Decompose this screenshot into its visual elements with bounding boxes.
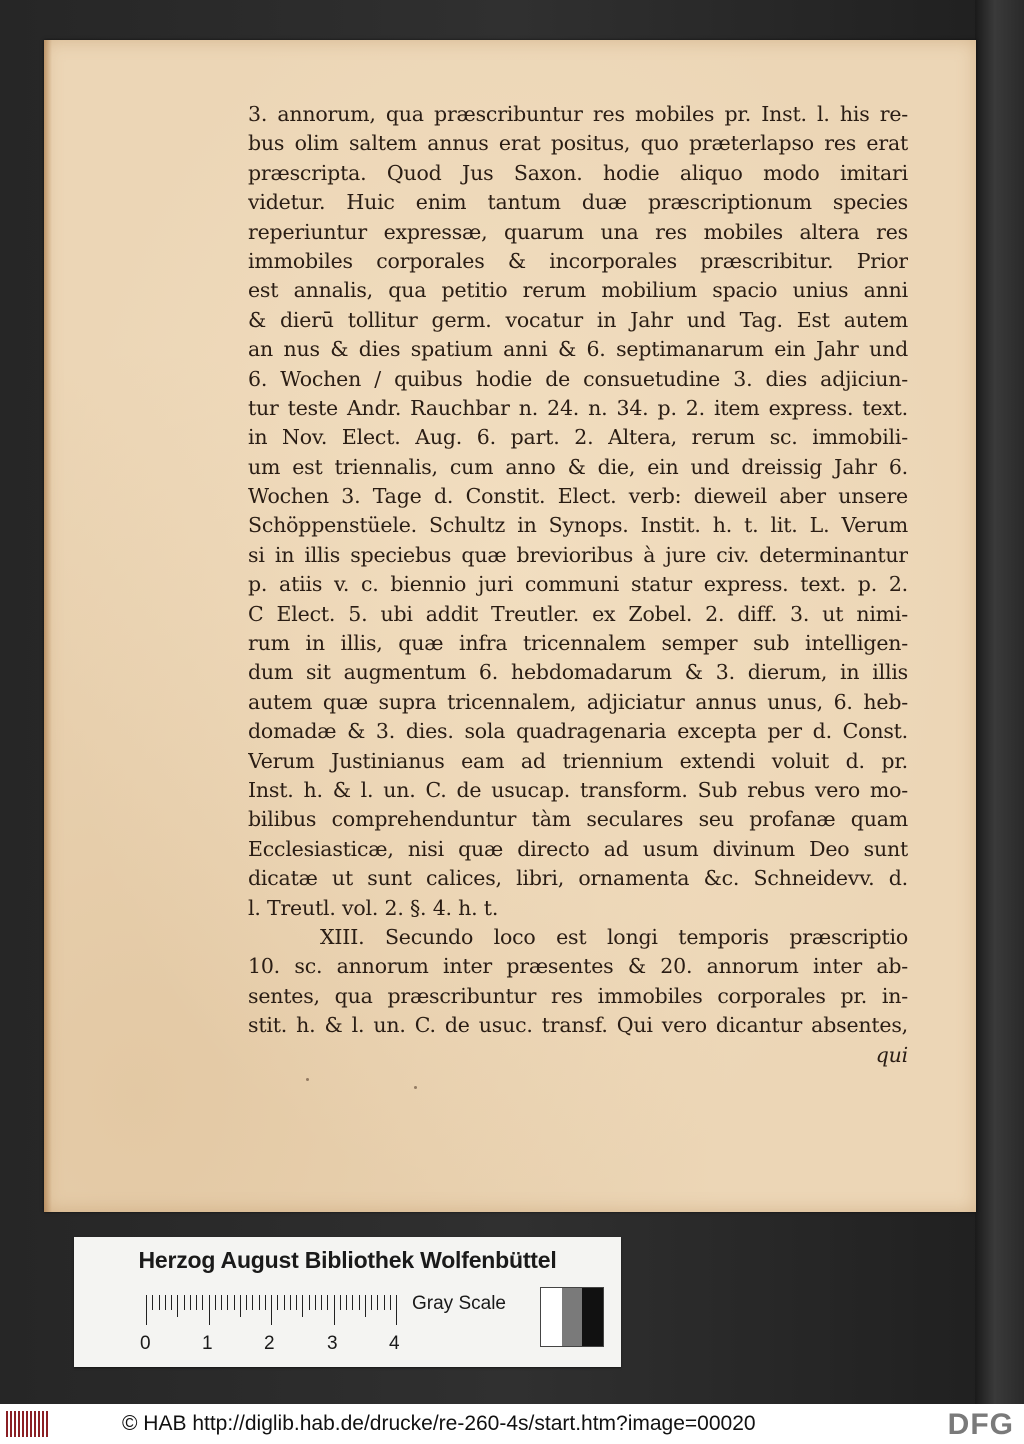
ruler-tick [159, 1295, 160, 1310]
ruler-tick [377, 1295, 378, 1310]
ruler-tick [309, 1295, 310, 1310]
ruler-tick [184, 1295, 185, 1310]
text-line: 10. sc. annorum inter præsentes & 20. annorum inter ab- [248, 954, 908, 979]
ruler-tick [359, 1295, 360, 1310]
text-line: domadæ & 3. dies. sola quadragenaria excepta per d. Const. [248, 719, 908, 744]
ruler-tick [221, 1295, 222, 1310]
swatch-black [582, 1288, 603, 1346]
text-line: l. Treutl. vol. 2. §. 4. h. t. [248, 895, 499, 920]
text-line: reperiuntur expressæ, quarum una res mobiles altera res [248, 219, 908, 244]
scale-ruler [140, 1295, 406, 1363]
ruler-tick [227, 1295, 228, 1310]
ruler-tick [327, 1295, 328, 1310]
ruler-tick [384, 1295, 385, 1310]
library-name: Herzog August Bibliothek Wolfenbüttel [138, 1247, 557, 1273]
ruler-tick [165, 1295, 166, 1310]
text-line: rum in illis, quæ infra tricennalem semper sub intelligen- [248, 631, 908, 656]
viewer-footer [0, 1404, 1024, 1444]
ruler-tick [302, 1295, 303, 1317]
ruler-tick [209, 1295, 210, 1325]
text-line: & dierū tollitur germ. vocatur in Jahr und Tag. Est autem [248, 307, 908, 332]
section-heading-line: XIII. Secundo loco est longi temporis præscriptio [320, 924, 908, 949]
text-line: immobiles corporales & incorporales præscribitur. Prior [248, 248, 908, 273]
text-line: um est triennalis, cum anno & die, ein und dreissig Jahr 6. [248, 454, 908, 479]
catchword: qui [875, 1042, 908, 1067]
text-line: bus olim saltem annus erat positus, quo præterlapso res erat [248, 131, 908, 156]
text-line: dum sit augmentum 6. hebdomadarum & 3. dierum, in illis [248, 660, 908, 685]
text-line: videtur. Huic enim tantum duæ præscriptionum species [248, 190, 908, 215]
ruler-tick [177, 1295, 178, 1317]
page-shadow [44, 40, 52, 1212]
ruler-tick [321, 1295, 322, 1310]
ruler-tick [252, 1295, 253, 1310]
ruler-tick [346, 1295, 347, 1310]
ruler-tick [265, 1295, 266, 1310]
text-line: 6. Wochen / quibus hodie de consuetudine 3. dies adjiciun- [248, 366, 908, 391]
page-text-block [248, 100, 908, 1070]
ruler-tick [396, 1295, 397, 1325]
ruler-tick [246, 1295, 247, 1310]
text-line: Inst. h. & l. un. C. de usucap. transform. Sub rebus vero mo- [248, 777, 908, 802]
ruler-tick [234, 1295, 235, 1310]
ruler-tick [259, 1295, 260, 1310]
ruler-tick [352, 1295, 353, 1310]
ruler-tick [146, 1295, 147, 1325]
hab-logo-icon [6, 1411, 48, 1437]
ruler-tick [390, 1295, 391, 1310]
ruler-tick [190, 1295, 191, 1310]
text-line: stit. h. & l. un. C. de usuc. transf. Qui vero dicantur absentes, [248, 1013, 908, 1038]
text-line: p. atiis v. c. biennio juri communi statur express. text. p. 2. [248, 572, 908, 597]
ruler-tick [240, 1295, 241, 1317]
ruler-tick [284, 1295, 285, 1310]
ruler-tick [271, 1295, 272, 1325]
text-line: præscripta. Quod Jus Saxon. hodie aliquo modo imitari [248, 160, 908, 185]
ruler-number: 4 [389, 1333, 400, 1354]
ruler-tick [196, 1295, 197, 1310]
gray-scale-swatch [540, 1287, 604, 1347]
text-line: sentes, qua præscribuntur res immobiles corporales pr. in- [248, 983, 908, 1008]
ruler-tick [202, 1295, 203, 1310]
scan-board-edge [975, 0, 1024, 1404]
ruler-number: 1 [202, 1333, 213, 1354]
page-speck [306, 1078, 309, 1081]
text-line: Ecclesiasticæ, nisi quæ directo ad usum divinum Deo sunt [248, 836, 908, 861]
text-line: bilibus comprehenduntur tàm seculares seu profanæ quam [248, 807, 908, 832]
copyright-url[interactable]: © HAB http://diglib.hab.de/drucke/re-260-4s/start.htm?image=00020 [122, 1412, 756, 1435]
text-line: C Elect. 5. ubi addit Treutler. ex Zobel. 2. diff. 3. ut nimi- [248, 601, 908, 626]
text-line: si in illis speciebus quæ brevioribus à jure civ. determinantur [248, 542, 908, 567]
text-line: dicatæ ut sunt calices, libri, ornamenta &c. Schneidevv. d. [248, 866, 908, 891]
text-line: autem quæ supra tricennalem, adjiciatur annus unus, 6. heb- [248, 689, 908, 714]
color-calibration-card [74, 1237, 621, 1367]
gray-scale-label: Gray Scale [412, 1293, 506, 1314]
ruler-number: 2 [264, 1333, 275, 1354]
ruler-number: 3 [327, 1333, 338, 1354]
ruler-tick [296, 1295, 297, 1310]
ruler-tick [334, 1295, 335, 1325]
ruler-tick [371, 1295, 372, 1310]
ruler-tick [315, 1295, 316, 1310]
ruler-tick [365, 1295, 366, 1317]
text-line: Wochen 3. Tage d. Constit. Elect. verb: dieweil aber unsere [248, 484, 908, 509]
text-line: 3. annorum, qua præscribuntur res mobiles pr. Inst. l. his re- [248, 102, 908, 126]
page-speck [414, 1086, 417, 1089]
text-line: an nus & dies spatium anni & 6. septimanarum ein Jahr und [248, 337, 908, 362]
ruler-tick [171, 1295, 172, 1310]
text-line: Schöppenstüele. Schultz in Synops. Instit. h. t. lit. L. Verum [248, 513, 908, 538]
ruler-tick [340, 1295, 341, 1310]
swatch-white [541, 1288, 562, 1346]
dfg-logo: DFG [947, 1408, 1014, 1441]
text-line: tur teste Andr. Rauchbar n. 24. n. 34. p. 2. item express. text. [248, 395, 908, 420]
text-line: in Nov. Elect. Aug. 6. part. 2. Altera, rerum sc. immobili- [248, 425, 908, 450]
text-line: est annalis, qua petitio rerum mobilium spacio unius anni [248, 278, 908, 303]
ruler-tick [152, 1295, 153, 1310]
swatch-gray [562, 1288, 583, 1346]
ruler-tick [215, 1295, 216, 1310]
ruler-tick [277, 1295, 278, 1310]
ruler-number: 0 [140, 1333, 151, 1354]
ruler-tick [290, 1295, 291, 1310]
text-line: Verum Justinianus eam ad triennium extendi voluit d. pr. [248, 748, 908, 773]
